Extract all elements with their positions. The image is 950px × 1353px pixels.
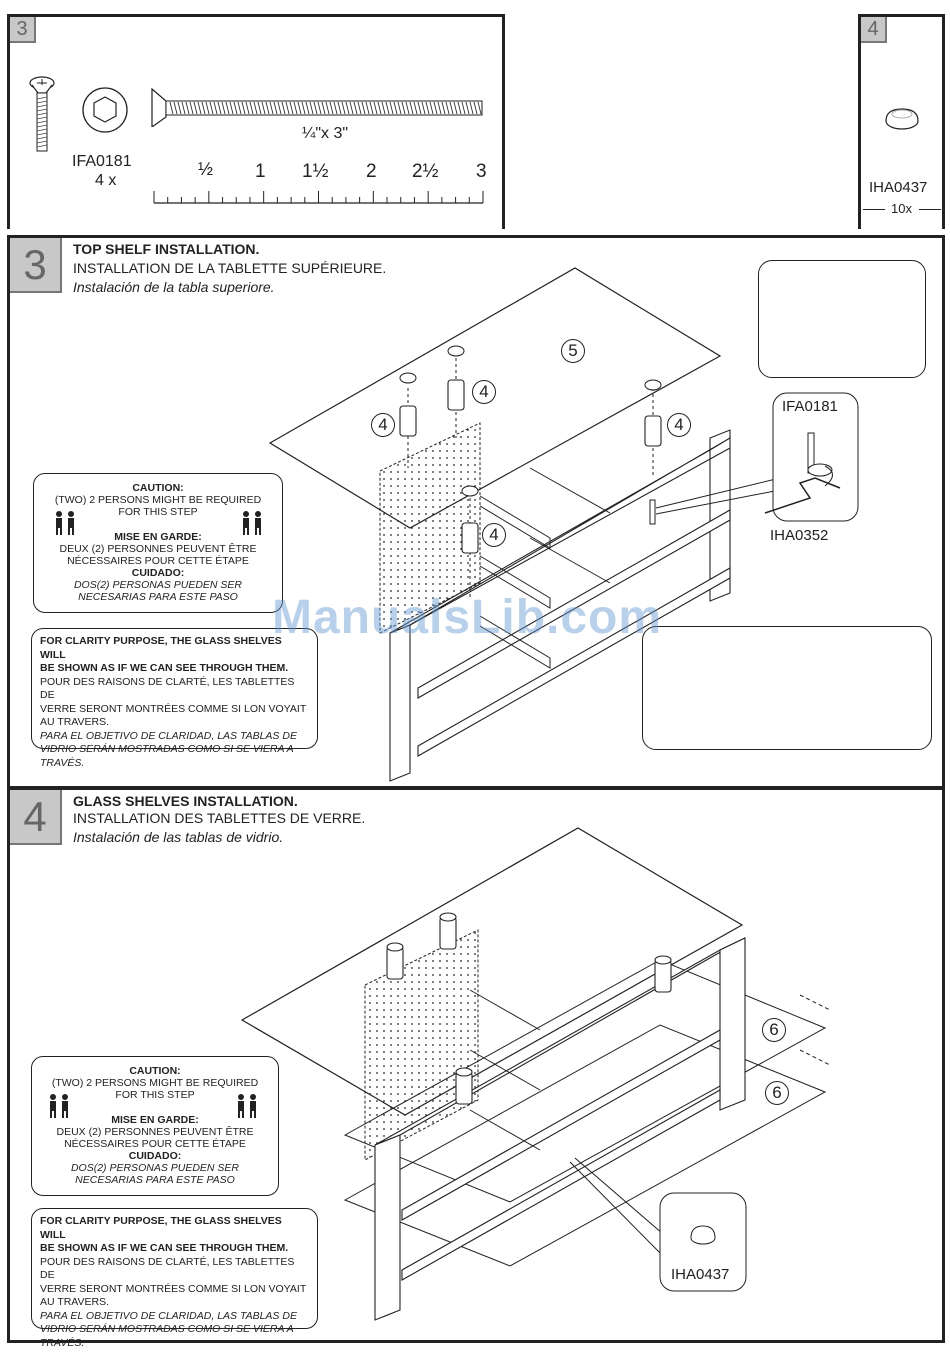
- part-number-4: 4: [482, 523, 506, 547]
- step-title-es: Instalación de la tabla superiore.: [73, 279, 275, 295]
- two-persons-icon: [234, 1093, 260, 1119]
- caution-head-es: CUIDADO:: [131, 567, 185, 579]
- caution-note: [31, 1056, 279, 1196]
- clarity-line-es-1: PARA EL OBJETIVO DE CLARIDAD, LAS TABLAS DE: [40, 1309, 297, 1322]
- blank-note-box: [758, 260, 926, 378]
- part-number-6: 6: [762, 1018, 786, 1042]
- ruler-label-half: ½: [198, 159, 214, 179]
- bolt-qty-label: 4 x: [95, 172, 117, 189]
- ruler-label-3: 3: [476, 161, 487, 182]
- callout-wrench-label: IHA0352: [770, 527, 829, 544]
- watermark: ManualsLib.com: [272, 591, 663, 644]
- clarity-note: [31, 628, 318, 769]
- caution-line-es-2: NECESARIAS PARA ESTE PASO: [78, 591, 238, 603]
- caution-line-fr-1: DEUX (2) PERSONNES PEUVENT ÊTRE: [59, 543, 257, 555]
- clarity-line-fr-3: AU TRAVERS.: [40, 1296, 110, 1308]
- clarity-line-es-3: TRAVÉS.: [40, 1336, 85, 1349]
- hardware-panel-tag: 4: [861, 17, 887, 43]
- step-number: 4: [10, 790, 62, 845]
- caution-note: [33, 473, 283, 613]
- bolt-size-label: ¼"x 3": [302, 125, 349, 142]
- hardware-panel-bolts: [7, 14, 505, 229]
- step-title-fr: INSTALLATION DE LA TABLETTE SUPÉRIEURE.: [73, 260, 387, 276]
- pad-qty-line-left: [863, 209, 885, 210]
- part-number-4: 4: [472, 380, 496, 404]
- clarity-line-fr-2: VERRE SERONT MONTRÉES COMME SI LON VOYAIT: [40, 1282, 307, 1295]
- caution-line-en-2: FOR THIS STEP: [115, 1089, 195, 1101]
- clarity-line-es-1: PARA EL OBJETIVO DE CLARIDAD, LAS TABLAS DE: [40, 729, 297, 742]
- step-number: 3: [10, 238, 62, 293]
- ruler-label-1: 1: [255, 161, 266, 182]
- clarity-line-es-2: VIDRIO SERÁN MOSTRADAS COMO SI SE VIERA A: [40, 743, 294, 755]
- step-title-en: GLASS SHELVES INSTALLATION.: [73, 793, 298, 809]
- caution-line-es-2: NECESARIAS PARA ESTE PASO: [75, 1174, 235, 1186]
- caution-line-fr-2: NÉCESSAIRES POUR CETTE ÉTAPE: [67, 555, 249, 567]
- two-persons-icon: [52, 510, 78, 536]
- two-persons-icon: [46, 1093, 72, 1119]
- hardware-panel-pads: [858, 14, 945, 229]
- pad-qty-line-right: [919, 209, 941, 210]
- caution-head-fr: MISE EN GARDE:: [111, 1114, 199, 1126]
- ruler-label-2-half: 2½: [412, 161, 439, 182]
- clarity-line-es-2: VIDRIO SERÁN MOSTRADAS COMO SI SE VIERA A: [40, 1323, 294, 1335]
- clarity-line-fr-1: POUR DES RAISONS DE CLARTÉ, LES TABLETTES DE: [40, 1255, 295, 1281]
- caution-line-en-1: (TWO) 2 PERSONS MIGHT BE REQUIRED: [54, 494, 262, 506]
- caution-line-es-1: DOS(2) PERSONAS PUEDEN SER: [73, 579, 243, 591]
- bolt-small-icon: [24, 75, 64, 155]
- caution-head-fr: MISE EN GARDE:: [114, 531, 202, 543]
- clarity-line-en-2: BE SHOWN AS IF WE CAN SEE THROUGH THEM.: [40, 1242, 289, 1254]
- felt-pad-icon: [883, 103, 923, 133]
- ruler-label-2: 2: [366, 161, 377, 182]
- callout-pad-label: IHA0437: [671, 1266, 730, 1283]
- hardware-panel-tag: 3: [10, 17, 36, 43]
- part-number-4: 4: [667, 413, 691, 437]
- caution-line-en-1: (TWO) 2 PERSONS MIGHT BE REQUIRED: [51, 1077, 259, 1089]
- ruler-label-1-half: 1½: [302, 161, 329, 182]
- step-title-en: TOP SHELF INSTALLATION.: [73, 241, 260, 257]
- pad-qty-label: 10x: [891, 201, 912, 216]
- blank-note-box: [642, 626, 932, 750]
- clarity-line-fr-3: AU TRAVERS.: [40, 716, 110, 728]
- part-number-4: 4: [371, 413, 395, 437]
- clarity-line-en-1: FOR CLARITY PURPOSE, THE GLASS SHELVES WILL: [40, 635, 282, 661]
- ruler-icon: [150, 189, 490, 215]
- caution-line-en-2: FOR THIS STEP: [118, 506, 198, 518]
- part-number-5: 5: [561, 339, 585, 363]
- callout-bolt-label: IFA0181: [782, 398, 838, 415]
- caution-line-fr-2: NÉCESSAIRES POUR CETTE ÉTAPE: [64, 1138, 246, 1150]
- step-4-panel: [7, 787, 945, 1349]
- clarity-line-en-2: BE SHOWN AS IF WE CAN SEE THROUGH THEM.: [40, 662, 289, 674]
- bolt-long-icon: [148, 87, 488, 127]
- two-persons-icon: [239, 510, 265, 536]
- step-3-panel: [7, 235, 945, 789]
- bolt-head-icon: [80, 85, 130, 135]
- step-title-fr: INSTALLATION DES TABLETTES DE VERRE.: [73, 810, 366, 826]
- caution-head-es: CUIDADO:: [128, 1150, 182, 1162]
- clarity-line-es-3: TRAVÉS.: [40, 756, 85, 769]
- caution-head-en: CAUTION:: [132, 482, 184, 494]
- clarity-line-fr-1: POUR DES RAISONS DE CLARTÉ, LES TABLETTES DE: [40, 675, 295, 701]
- clarity-line-fr-2: VERRE SERONT MONTRÉES COMME SI LON VOYAIT: [40, 702, 307, 715]
- caution-head-en: CAUTION:: [129, 1065, 181, 1077]
- caution-line-fr-1: DEUX (2) PERSONNES PEUVENT ÊTRE: [56, 1126, 254, 1138]
- clarity-line-en-1: FOR CLARITY PURPOSE, THE GLASS SHELVES WILL: [40, 1215, 282, 1241]
- bolt-code-label: IFA0181: [72, 153, 132, 170]
- caution-line-es-1: DOS(2) PERSONAS PUEDEN SER: [70, 1162, 240, 1174]
- part-number-6: 6: [765, 1081, 789, 1105]
- pad-code-label: IHA0437: [869, 179, 928, 196]
- clarity-note: [31, 1208, 318, 1349]
- step-title-es: Instalación de las tablas de vidrio.: [73, 829, 284, 845]
